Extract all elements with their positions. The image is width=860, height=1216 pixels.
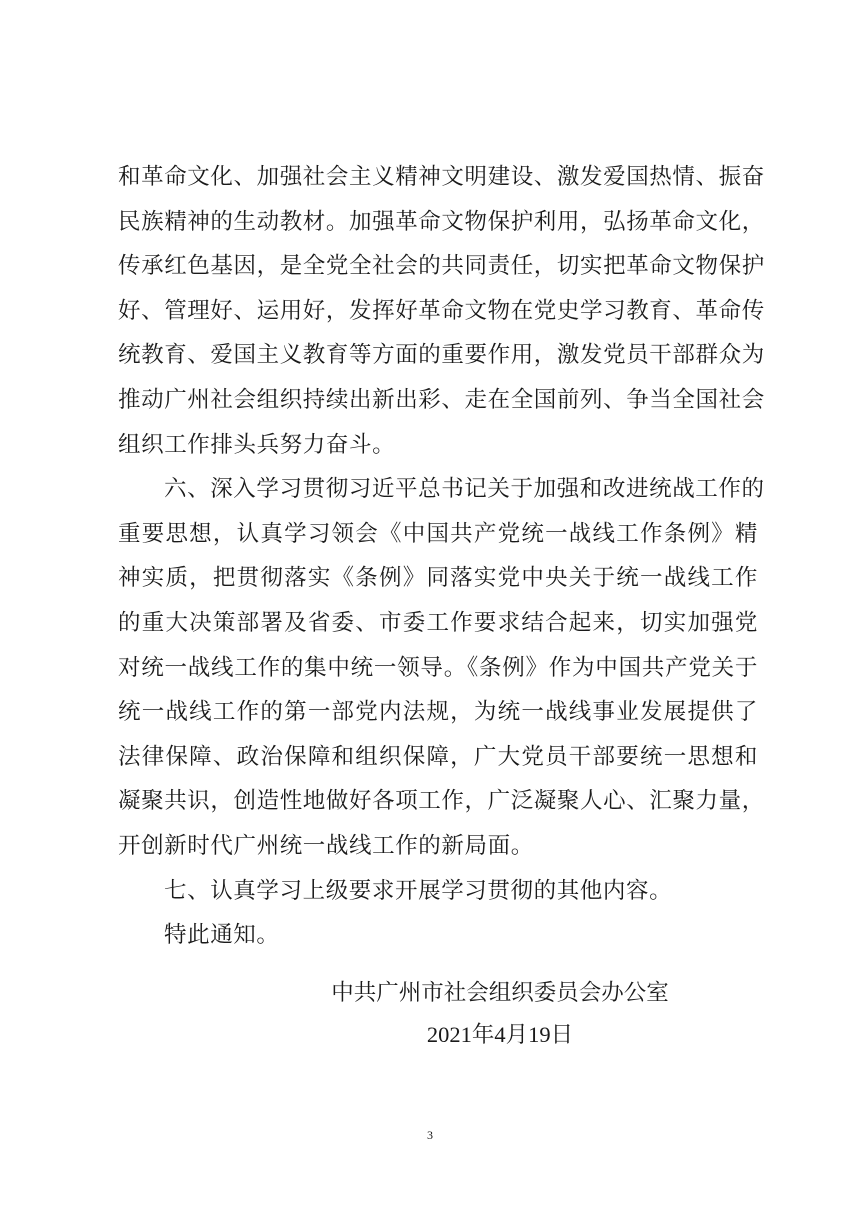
body-line: 民族精神的生动教材。加强革命文物保护利用，弘扬革命文化， — [118, 208, 765, 235]
body-line: 好、管理好、运用好，发挥好革命文物在党史学习教育、革命传 — [118, 297, 765, 324]
signature-date: 2021年4月19日 — [426, 1022, 574, 1047]
body-line: 推动广州社会组织持续出新出彩、走在全国前列、争当全国社会 — [118, 386, 765, 413]
paragraph-seven: 七、认真学习上级要求开展学习贯彻的其他内容。 — [164, 877, 673, 904]
closing-notice: 特此通知。 — [164, 922, 280, 949]
body-line: 传承红色基因，是全党全社会的共同责任，切实把革命文物保护 — [118, 253, 765, 280]
paragraph-six-start: 六、深入学习贯彻习近平总书记关于加强和改进统战工作的 — [164, 476, 765, 503]
page-number: 3 — [427, 1128, 433, 1142]
signature-organization: 中共广州市社会组织委员会办公室 — [331, 980, 669, 1006]
body-line: 和革命文化、加强社会主义精神文明建设、激发爱国热情、振奋 — [118, 164, 765, 190]
body-line: 重要思想，认真学习领会《中国共产党统一战线工作条例》精 — [118, 520, 758, 547]
body-line: 凝聚共识，创造性地做好各项工作，广泛凝聚人心、汇聚力量， — [118, 788, 765, 815]
body-line: 统教育、爱国主义教育等方面的重要作用，激发党员干部群众为 — [118, 342, 765, 369]
document-body — [118, 155, 765, 958]
body-line: 的重大决策部署及省委、市委工作要求结合起来，切实加强党 — [118, 609, 758, 636]
body-line: 组织工作排头兵努力奋斗。 — [118, 431, 396, 458]
body-line: 神实质，把贯彻落实《条例》同落实党中央关于统一战线工作 — [118, 565, 758, 592]
body-line: 开创新时代广州统一战线工作的新局面。 — [118, 832, 534, 859]
body-line: 对统一战线工作的集中统一领导。《条例》作为中国共产党关于 — [118, 654, 758, 681]
body-line: 法律保障、政治保障和组织保障，广大党员干部要统一思想和 — [118, 743, 758, 770]
body-line: 统一战线工作的第一部党内法规，为统一战线事业发展提供了 — [118, 699, 758, 726]
